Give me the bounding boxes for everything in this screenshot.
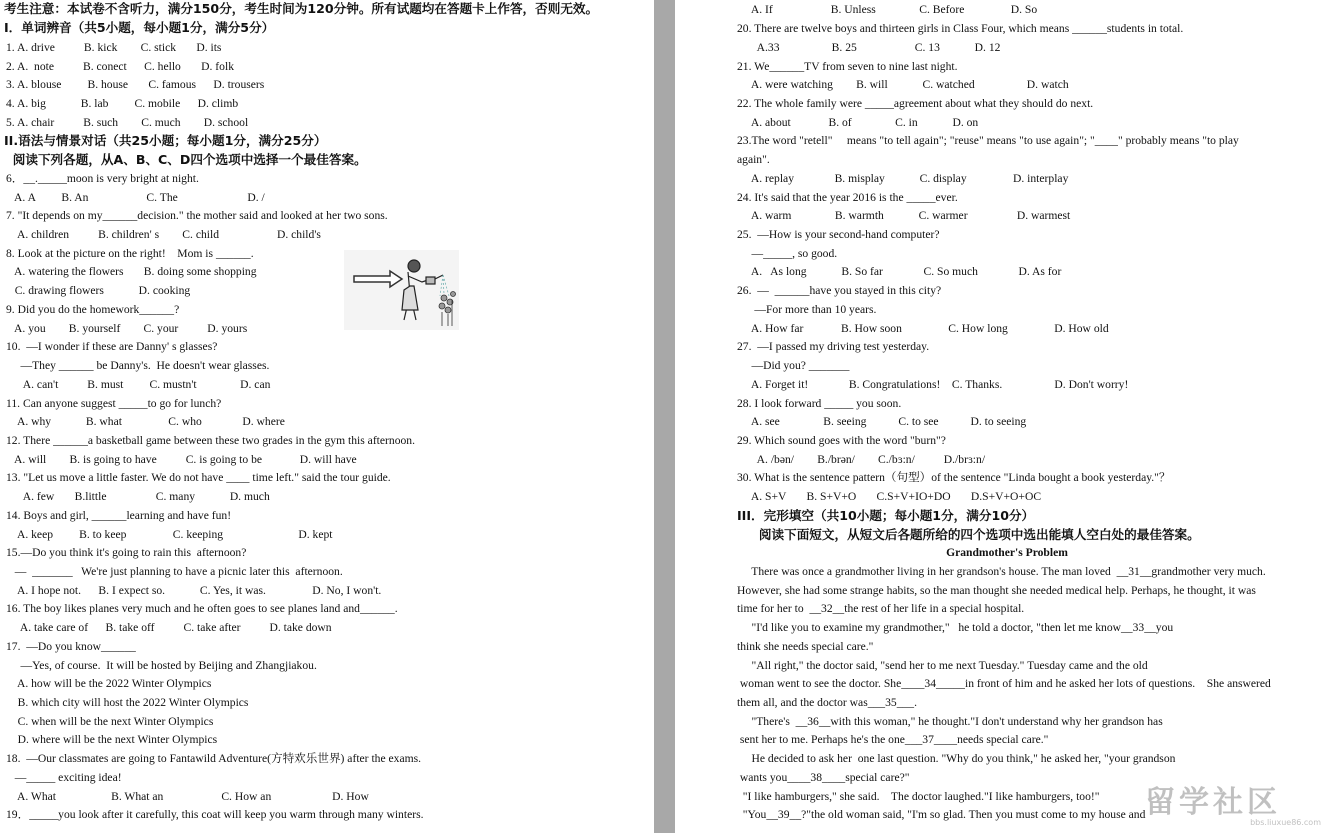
text-line: 考生注意：本试卷不含听力，满分150分，考生时间为120分钟。所有试题均在答题卡上作答，否则无效。 [4,1,599,16]
text-line: D. where will be the next Winter Olympics [6,733,218,746]
q8-picture [344,250,459,330]
text-line: A. can't B. must C. mustn't D. can [6,378,271,391]
text-line: —Did you? _______ [737,359,850,372]
watermark-url: bbs.liuxue86.com [1250,818,1321,827]
text-line: C. drawing flowers D. cooking [6,284,191,297]
text-line: —For more than 10 years. [737,303,877,316]
text-line: III．完形填空（共10小题；每小题1分，满分10分） [737,508,1035,523]
text-line: A. take care of B. take off C. take after D. take down [6,621,332,634]
text-line: 15.—Do you think it's going to rain this afternoon? [6,546,247,559]
text-line: A. keep B. to keep C. keeping D. kept [6,528,333,541]
text-line: I．单词辨音（共5小题，每小题1分，满分5分） [4,20,275,35]
text-line: A. S+V B. S+V+O C.S+V+IO+DO D.S+V+O+OC [737,490,1042,503]
right-page [675,0,1339,833]
text-line: —_____, so good. [737,247,838,260]
text-line: 22. The whole family were _____agreement about what they should do next. [737,97,1094,110]
text-line: A. /bən/ B./brən/ C./bɜ:n/ D./brɜ:n/ [737,453,986,466]
text-line: A. how will be the 2022 Winter Olympics [6,677,212,690]
text-line: A. replay B. misplay C. display D. interplay [737,172,1069,185]
text-line: 14. Boys and girl, ______learning and have fun! [6,509,232,522]
text-line: 28. I look forward _____ you soon. [737,397,902,410]
text-line: think she needs special care." [737,640,874,653]
text-line: "You__39__?"the old woman said, "I'm so glad. Then you must come to my house and [737,808,1146,821]
text-line: 9. Did you do the homework______? [6,303,180,316]
text-line: 5. A. chair B. such C. much D. school [6,116,249,129]
text-line: wants you____38____special care?" [737,771,910,784]
text-line: Grandmother's Problem [946,546,1068,559]
text-line: A. Forget it! B. Congratulations! C. Thanks. D. Don't worry! [737,378,1129,391]
text-line: — _______ We're just planning to have a picnic later this afternoon. [6,565,343,578]
text-line: "I like hamburgers," she said. The doctor laughed."I like hamburgers, too!" [737,790,1100,803]
text-line: A. will B. is going to have C. is going to be D. will have [6,453,357,466]
text-line: 12. There ______a basketball game between these two grades in the gym this afternoon. [6,434,415,447]
text-line: —Yes, of course. It will be hosted by Beijing and Zhangjiakou. [6,659,317,672]
text-line: There was once a grandmother living in her grandson's house. The man loved __31__grandmother very much. [737,565,1266,578]
text-line: A. children B. children' s C. child D. child's [6,228,321,241]
text-line: again". [737,153,770,166]
text-line: A. A B. An C. The D. / [6,191,265,204]
text-line: 21. We______TV from seven to nine last night. [737,60,958,73]
text-line: 17. —Do you know______ [6,640,136,653]
text-line: 19．_____you look after it carefully, this coat will keep you warm through many winters. [6,808,424,821]
text-line: "There's __36__with this woman," he thought."I don't understand why her grandson has [737,715,1163,728]
text-line: A. What B. What an C. How an D. How [6,790,369,803]
text-line: C. when will be the next Winter Olympics [6,715,214,728]
text-line: A.33 B. 25 C. 13 D. 12 [737,41,1001,54]
text-line: 20. There are twelve boys and thirteen girls in Class Four, which means ______students in total. [737,22,1184,35]
text-line: time for her to __32__the rest of her life in a special hospital. [737,602,1025,615]
text-line: A. why B. what C. who D. where [6,415,285,428]
text-line: 16. The boy likes planes very much and he often goes to see planes land and______. [6,602,398,615]
text-line: 6．__._____moon is very bright at night. [6,172,199,185]
left-page [0,0,654,833]
text-line: 阅读下面短文，从短文后各题所给的四个选项中选出能填人空白处的最佳答案。 [737,527,1200,542]
text-line: A. few B.little C. many D. much [6,490,270,503]
text-line: 4. A. big B. lab C. mobile D. climb [6,97,239,110]
text-line: B. which city will host the 2022 Winter Olympics [6,696,249,709]
text-line: 11. Can anyone suggest _____to go for lunch? [6,397,222,410]
text-line: 7. "It depends on my______decision." the mother said and looked at her two sons. [6,209,388,222]
text-line: 24. It's said that the year 2016 is the _____ever. [737,191,958,204]
text-line: A. about B. of C. in D. on [737,116,979,129]
text-line: 3. A. blouse B. house C. famous D. trousers [6,78,265,91]
text-line: He decided to ask her one last question. "Why do you think," he asked her, "your grandson [737,752,1176,765]
text-line: II.语法与情景对话（共25小题；每小题1分，满分25分） [4,133,327,148]
text-line: 阅读下列各题，从A、B、C、D四个选项中选择一个最佳答案。 [4,152,367,167]
page-gutter [654,0,675,833]
text-line: "All right," the doctor said, "send her to me next Tuesday." Tuesday came and the old [737,659,1148,672]
text-line: 2. A. note B. conect C. hello D. folk [6,60,234,73]
text-line: 23.The word "retell" means "to tell again"; "reuse" means "to use again"; "____" probably means "to play [737,134,1239,147]
text-line: However, she had some strange habits, so the man thought she needed medical help. Perhaps, he thought, it was [737,584,1256,597]
text-line: them all, and the doctor was___35___. [737,696,917,709]
text-line: 8. Look at the picture on the right! Mom is ______. [6,247,254,260]
text-line: 18. —Our classmates are going to Fantawild Adventure(方特欢乐世界) after the exams. [6,752,422,765]
text-line: 1. A. drive B. kick C. stick D. its [6,41,222,54]
text-line: 27. —I passed my driving test yesterday. [737,340,930,353]
text-line: A. watering the flowers B. doing some shopping [6,265,257,278]
site-watermark [1145,787,1325,827]
text-line: 26. — ______have you stayed in this city? [737,284,942,297]
text-line: 13. "Let us move a little faster. We do not have ____ time left." said the tour guide. [6,471,391,484]
text-line: 25. —How is your second-hand computer? [737,228,940,241]
text-line: A. I hope not. B. I expect so. C. Yes, it was. D. No, I won't. [6,584,382,597]
watermark-logo-text: 留学社区 [1145,785,1281,820]
text-line: woman went to see the doctor. She____34_____in front of him and he asked her lots of questions. She answered [737,677,1271,690]
text-line: 10. —I wonder if these are Danny' s glasses? [6,340,218,353]
text-line: sent her to me. Perhaps he's the one___37____needs special care." [737,733,1049,746]
text-line: A. see B. seeing C. to see D. to seeing [737,415,1027,428]
text-line: 30. What is the sentence pattern（句型）of the sentence "Linda bought a book yesterday."？ [737,471,1171,484]
text-line: "I'd like you to examine my grandmother," he told a doctor, "then let me know__33__you [737,621,1174,634]
text-line: A. you B. yourself C. your D. yours [6,322,248,335]
text-line: A. How far B. How soon C. How long D. How old [737,322,1109,335]
text-line: 29. Which sound goes with the word "burn"? [737,434,946,447]
text-line: A. If B. Unless C. Before D. So [737,3,1038,16]
text-line: —They ______ be Danny's. He doesn't wear glasses. [6,359,270,372]
text-line: A. were watching B. will C. watched D. watch [737,78,1069,91]
text-line: A. As long B. So far C. So much D. As for [737,265,1062,278]
text-line: A. warm B. warmth C. warmer D. warmest [737,209,1071,222]
text-line: —_____ exciting idea! [6,771,122,784]
